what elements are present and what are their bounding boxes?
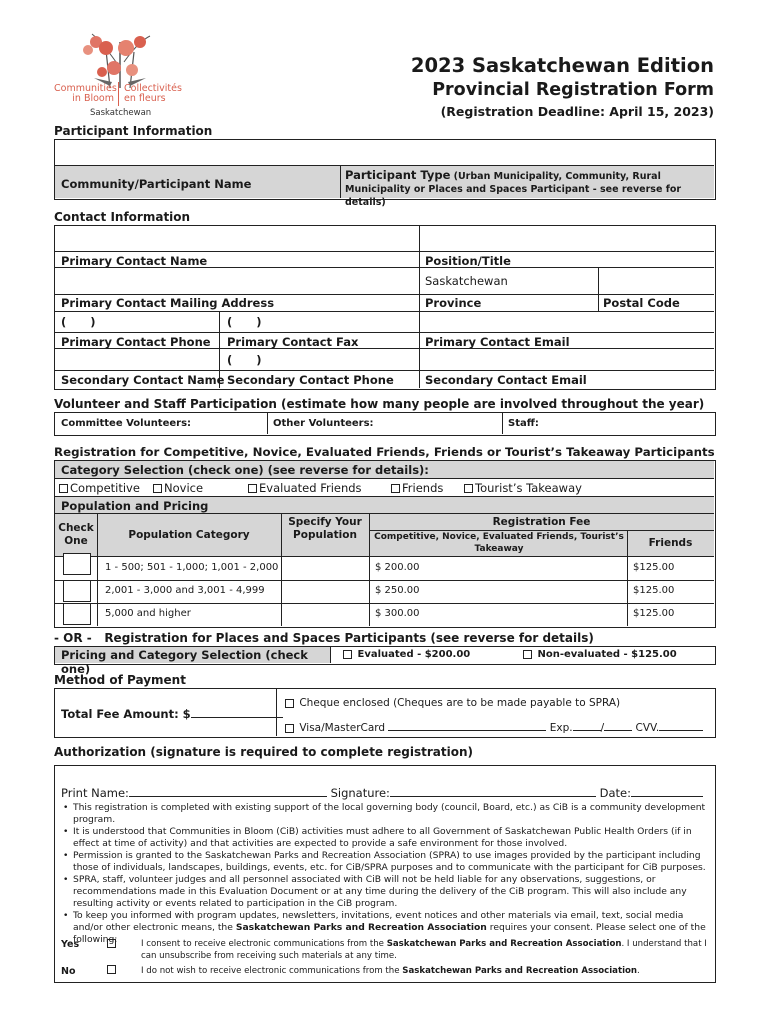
population-category-header: Population Category (128, 529, 250, 541)
places-section-title: Registration for Places and Spaces Participants (see reverse for details) (104, 631, 594, 645)
no-label: No (61, 966, 76, 977)
checkbox-icon (343, 650, 352, 659)
page-title: 2023 Saskatchewan Edition (410, 54, 714, 77)
category-tourists-takeaway[interactable]: Tourist’s Takeaway (464, 481, 582, 495)
specify-population-field[interactable] (283, 580, 367, 602)
exp-year-field[interactable] (604, 721, 632, 731)
logo-en-line2: in Bloom (72, 93, 114, 104)
date-label: Date: (599, 786, 631, 800)
bullet-item: • To keep you informed with program updates, newsletters, invitations, event notices and other materials via email, text, social media and/or other electronic means, the Saskatchewan Parks and Recreation Association requires your consent. Please select one of the following: (61, 910, 707, 946)
no-checkbox[interactable] (107, 965, 116, 974)
checkbox-icon (285, 724, 294, 733)
community-name-field[interactable] (55, 140, 714, 166)
date-field[interactable] (631, 787, 703, 797)
non-evaluated-option[interactable]: Non-evaluated - $125.00 (523, 649, 677, 660)
friends-fee: $125.00 (633, 585, 675, 596)
population-range: 2,001 - 3,000 and 3,001 - 4,999 (105, 585, 265, 596)
primary-contact-name-label: Primary Contact Name (61, 254, 208, 268)
secondary-name-label: Secondary Contact Name (61, 373, 225, 387)
primary-fax-label: Primary Contact Fax (227, 335, 359, 349)
friends-fee-header: Friends (648, 537, 693, 549)
category-evaluated-friends[interactable]: Evaluated Friends (248, 481, 362, 495)
category-competitive[interactable]: Competitive (59, 481, 140, 495)
check-one-header: Check (58, 522, 94, 534)
participant-type-note-2: Municipality or Places and Spaces Participant - see reverse for details) (345, 184, 682, 208)
checkbox-icon (248, 484, 257, 493)
pricing-category-selection-label: Pricing and Category Selection (check one) (61, 648, 308, 676)
check-one-box[interactable] (63, 580, 91, 602)
yes-checkbox[interactable] (107, 939, 116, 948)
checkbox-icon (285, 699, 294, 708)
card-number-field[interactable] (388, 721, 546, 731)
checkbox-icon (523, 650, 532, 659)
registration-fee-header: Registration Fee (492, 516, 591, 528)
competitive-fee: $ 300.00 (375, 608, 420, 619)
mailing-address-label: Primary Contact Mailing Address (61, 296, 275, 310)
competitive-fee-header: Competitive, Novice, Evaluated Friends, Tourist’s (374, 532, 624, 542)
category-novice[interactable]: Novice (153, 481, 203, 495)
payment-table (54, 688, 716, 738)
checkbox-icon (464, 484, 473, 493)
committee-volunteers-label: Committee Volunteers: (61, 418, 192, 429)
signature-field[interactable] (390, 787, 596, 797)
registration-section-title: Registration for Competitive, Novice, Evaluated Friends, Friends or Tourist’s Takeaway Participants (54, 445, 715, 459)
logo-fr-line2: en fleurs (124, 93, 166, 104)
category-selection-header: Category Selection (check one) (see reverse for details): (61, 463, 429, 477)
secondary-email-label: Secondary Contact Email (425, 373, 587, 387)
population-range: 1 - 500; 501 - 1,000; 1,001 - 2,000 (105, 562, 279, 573)
competitive-fee: $ 200.00 (375, 562, 420, 573)
page-subtitle: Provincial Registration Form (432, 80, 714, 100)
province-label: Province (425, 296, 482, 310)
volunteer-section-title: Volunteer and Staff Participation (estimate how many people are involved throughout the year) (54, 397, 705, 411)
primary-phone-label: Primary Contact Phone (61, 335, 211, 349)
contact-table (54, 225, 716, 390)
flower-logo-icon (50, 22, 190, 90)
check-one-box[interactable] (63, 603, 91, 625)
payment-section-title: Method of Payment (54, 673, 186, 687)
yes-consent-text: I consent to receive electronic communications from the Saskatchewan Parks and Recreation Association. I understand that I can unsubscribe from receiving such materials at any time. (141, 939, 707, 961)
secondary-phone-area-code: ( ) (227, 353, 262, 367)
fax-area-code: ( ) (227, 315, 262, 329)
bullet-item: • SPRA, staff, volunteer judges and all personnel associated with CiB will not be held liable for any observations, suggestions, or recommendations made in this Evaluation Document or at any time during the delivery of the CiB program. This will also include any resulting activity or events related to participation in the CiB program. (61, 874, 707, 910)
participant-section-title: Participant Information (54, 124, 213, 138)
community-participant-label: Community/Participant Name (61, 177, 252, 191)
participant-type-note: (Urban Municipality, Community, Rural (453, 171, 661, 182)
bullet-item: • It is understood that Communities in Bloom (CiB) activities must adhere to all Government of Saskatchewan Public Health Orders (if in effect at time of activity) and that activities are expected to provide a safe environment for those involved. (61, 826, 707, 850)
logo-fr-line1: Collectivités (124, 83, 182, 94)
category-friends[interactable]: Friends (391, 481, 443, 495)
other-volunteers-label: Other Volunteers: (273, 418, 374, 429)
registration-deadline: (Registration Deadline: April 15, 2023) (440, 104, 714, 119)
specify-population-field[interactable] (283, 557, 367, 579)
print-name-label: Print Name: (61, 786, 129, 800)
province-value: Saskatchewan (425, 274, 508, 288)
cheque-option[interactable]: Cheque enclosed (Cheques are to be made payable to SPRA) (285, 697, 620, 709)
logo-province: Saskatchewan (90, 108, 152, 118)
competitive-fee: $ 250.00 (375, 585, 420, 596)
check-one-box[interactable] (63, 553, 91, 575)
table-row (55, 557, 714, 580)
position-title-label: Position/Title (425, 254, 511, 268)
total-fee-field[interactable] (191, 708, 283, 718)
bullet-item: • Permission is granted to the Saskatchewan Parks and Recreation Association (SPRA) to use images provided by the participant including those of individuals, landscapes, buildings, events, etc. for CiB/SPRA purposes and to communicate with the participant for CiB purposes. (61, 850, 707, 874)
yes-label: Yes (61, 939, 80, 950)
authorization-section-title: Authorization (signature is required to complete registration) (54, 745, 474, 759)
checkbox-icon (153, 484, 162, 493)
table-row (55, 603, 714, 626)
phone-area-code: ( ) (61, 315, 96, 329)
checkbox-icon (59, 484, 68, 493)
exp-month-field[interactable] (573, 721, 601, 731)
places-table (54, 646, 716, 676)
visa-mastercard-option[interactable]: Visa/MasterCard Exp. / CVV. (285, 721, 703, 734)
signature-label: Signature: (330, 786, 390, 800)
or-separator: - OR - (54, 631, 92, 645)
friends-fee: $125.00 (633, 562, 675, 573)
cvv-field[interactable] (659, 721, 703, 731)
friends-fee: $125.00 (633, 608, 675, 619)
authorization-box (54, 765, 716, 983)
no-consent-text: I do not wish to receive electronic communications from the Saskatchewan Parks and Recreation Association. (141, 966, 640, 976)
volunteer-table (54, 412, 716, 436)
bullet-item: • This registration is completed with existing support of the local governing body (council, Board, etc.) as CiB is a community development program. (61, 802, 707, 826)
logo-en-line1: Communities (54, 83, 117, 94)
registration-table: Category Selection (check one) (see reverse for details): Competitive Novice Evaluated Friends Friends Tourist’s Takeaway Population and Pricing Check One Population Category Specify Your Population Registration Fee Competitive, Novice, Evaluated Friends, Tourist’s Takeaway Friends 1 - 500; 501 - 1,000; 1,001 - 2,000 $ 200.00 $125.00 2,001 - 3,000 and 3,001 - 4,999 $ 250.00 $125.00 5,000 and higher $ 300.00 $125.00 (54, 460, 716, 628)
logo (50, 22, 190, 122)
print-name-field[interactable] (129, 787, 327, 797)
postal-code-label: Postal Code (603, 296, 680, 310)
staff-label: Staff: (508, 418, 539, 429)
population-range: 5,000 and higher (105, 608, 191, 619)
secondary-phone-label: Secondary Contact Phone (227, 373, 394, 387)
specify-population-field[interactable] (283, 603, 367, 625)
specify-population-header: Specify Your (288, 516, 362, 528)
population-pricing-header: Population and Pricing (61, 499, 209, 513)
participant-table (54, 139, 716, 208)
primary-email-label: Primary Contact Email (425, 335, 570, 349)
checkbox-icon (391, 484, 400, 493)
table-row (55, 580, 714, 603)
contact-section-title: Contact Information (54, 210, 191, 224)
participant-type-label: Participant Type (345, 168, 451, 182)
total-fee-amount: Total Fee Amount: $ (61, 707, 283, 721)
evaluated-option[interactable]: Evaluated - $200.00 (343, 649, 470, 660)
